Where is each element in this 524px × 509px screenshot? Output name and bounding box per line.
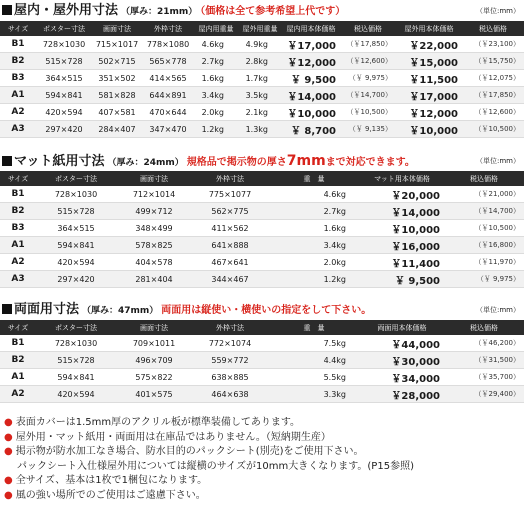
- size-cell: B3: [0, 220, 36, 237]
- table-cell: 641×888: [192, 237, 268, 254]
- table-row: [0, 335, 524, 352]
- table-row: [0, 237, 524, 254]
- table-cell: 715×1017: [92, 36, 142, 53]
- table-cell: 496×709: [116, 352, 192, 369]
- table-cell: ￥17,000: [282, 36, 340, 53]
- table-cell: （￥ 9,135）: [340, 121, 396, 138]
- table-cell: 364×515: [36, 70, 92, 87]
- table-cell: ￥20,000: [360, 186, 444, 203]
- size-cell: B2: [0, 203, 36, 220]
- table-cell: 467×641: [192, 254, 268, 271]
- table-cell: 515×728: [36, 53, 92, 70]
- col-header: 外枠寸法: [192, 320, 268, 335]
- table-cell: 515×728: [36, 203, 116, 220]
- table-cell: 594×841: [36, 237, 116, 254]
- col-header: サイズ: [0, 320, 36, 335]
- table-cell: 581×828: [92, 87, 142, 104]
- table-cell: （￥11,970）: [444, 254, 524, 271]
- table-cell: 351×502: [92, 70, 142, 87]
- table-cell: （￥46,200）: [444, 335, 524, 352]
- table-cell: 2.1kg: [238, 104, 282, 121]
- table-cell: 565×778: [142, 53, 194, 70]
- table-cell: 2.7kg: [268, 203, 360, 220]
- table-cell: （￥17,850）: [340, 36, 396, 53]
- table-cell: 1.7kg: [238, 70, 282, 87]
- section-header: [0, 1, 524, 21]
- table-row: [0, 203, 524, 220]
- table-cell: （￥ 9,975）: [340, 70, 396, 87]
- table-cell: 2.7kg: [194, 53, 238, 70]
- table-header-row: [0, 21, 524, 36]
- table-row: [0, 36, 524, 53]
- table-cell: 7.5kg: [268, 335, 360, 352]
- table-cell: 411×562: [192, 220, 268, 237]
- table-cell: ￥17,000: [396, 87, 462, 104]
- table-cell: 728×1030: [36, 36, 92, 53]
- table-cell: ￥ 9,500: [360, 271, 444, 288]
- table-cell: 4.6kg: [194, 36, 238, 53]
- table-cell: 638×885: [192, 369, 268, 386]
- table-cell: ￥12,000: [396, 104, 462, 121]
- table-cell: 578×825: [116, 237, 192, 254]
- table-cell: （￥31,500）: [444, 352, 524, 369]
- col-header: ポスター寸法: [36, 320, 116, 335]
- note-text: パックシート入仕様屋外用については縦横のサイズが10mm大きくなります。(P15参照): [17, 460, 414, 472]
- title-text: 屋内・屋外用寸法: [14, 3, 119, 18]
- size-cell: A2: [0, 254, 36, 271]
- red-bullet-icon: ●: [4, 417, 13, 428]
- thickness-label: （厚み：47mm）: [82, 306, 159, 316]
- thickness-label: （厚み：21mm）: [121, 7, 198, 17]
- note-item: [4, 416, 520, 431]
- size-table: [0, 320, 524, 403]
- table-cell: （￥12,075）: [462, 70, 524, 87]
- table-cell: （￥16,800）: [444, 237, 524, 254]
- col-header: ポスター寸法: [36, 171, 116, 186]
- square-bullet-icon: [2, 156, 12, 166]
- col-header: 屋外用重量: [238, 21, 282, 36]
- note-item: [4, 445, 520, 460]
- table-cell: （￥23,100）: [462, 36, 524, 53]
- table-cell: 348×499: [116, 220, 192, 237]
- thickness-label: （厚み：24mm）: [107, 158, 184, 168]
- size-cell: B1: [0, 186, 36, 203]
- col-header: ポスター寸法: [36, 21, 92, 36]
- table-cell: 644×891: [142, 87, 194, 104]
- table-cell: ￥16,000: [360, 237, 444, 254]
- size-cell: A2: [0, 104, 36, 121]
- table-cell: 284×407: [92, 121, 142, 138]
- notes-list: [4, 416, 520, 503]
- col-header: 税込価格: [462, 21, 524, 36]
- col-header: マット用本体価格: [360, 171, 444, 186]
- table-cell: ￥10,000: [360, 220, 444, 237]
- size-cell: B3: [0, 70, 36, 87]
- table-cell: ￥10,000: [282, 104, 340, 121]
- table-cell: ￥14,000: [282, 87, 340, 104]
- size-cell: B1: [0, 36, 36, 53]
- col-header: 画面寸法: [92, 21, 142, 36]
- col-header: 外枠寸法: [192, 171, 268, 186]
- table-cell: （￥ 9,975）: [444, 271, 524, 288]
- red-bullet-icon: ●: [4, 431, 13, 443]
- table-cell: 420×594: [36, 254, 116, 271]
- table-row: [0, 352, 524, 369]
- table-cell: 502×715: [92, 53, 142, 70]
- section-double-sided: [0, 300, 524, 403]
- table-row: [0, 121, 524, 138]
- col-header: 両面用本体価格: [360, 320, 444, 335]
- col-header: 外枠寸法: [142, 21, 194, 36]
- table-cell: 420×594: [36, 386, 116, 403]
- size-cell: A3: [0, 271, 36, 288]
- table-row: [0, 53, 524, 70]
- square-bullet-icon: [2, 304, 12, 314]
- thickness-note-a: 規格品で掲示物の厚さ: [186, 157, 287, 168]
- size-cell: A1: [0, 237, 36, 254]
- table-cell: 364×515: [36, 220, 116, 237]
- table-cell: 1.2kg: [194, 121, 238, 138]
- size-cell: B2: [0, 352, 36, 369]
- table-row: [0, 386, 524, 403]
- table-cell: ￥30,000: [360, 352, 444, 369]
- table-cell: 347×470: [142, 121, 194, 138]
- table-cell: 4.6kg: [268, 186, 360, 203]
- table-row: [0, 104, 524, 121]
- table-cell: 414×565: [142, 70, 194, 87]
- table-cell: ￥ 9,500: [282, 70, 340, 87]
- title-text: 両面用寸法: [14, 302, 80, 317]
- table-row: [0, 220, 524, 237]
- size-cell: B1: [0, 335, 36, 352]
- table-cell: ￥44,000: [360, 335, 444, 352]
- note-text: 屋外用・マット紙用・両面用は在庫品ではありません。（短納期生産）: [15, 431, 331, 443]
- table-cell: 778×1080: [142, 36, 194, 53]
- table-cell: ￥11,500: [396, 70, 462, 87]
- size-cell: B2: [0, 53, 36, 70]
- table-cell: 5.5kg: [268, 369, 360, 386]
- col-header: 重 量: [268, 171, 360, 186]
- table-cell: 297×420: [36, 121, 92, 138]
- table-cell: 709×1011: [116, 335, 192, 352]
- red-bullet-icon: ●: [4, 446, 13, 457]
- table-cell: 344×467: [192, 271, 268, 288]
- title-text: マット紙用寸法: [14, 154, 105, 169]
- table-cell: 3.3kg: [268, 386, 360, 403]
- section-title: [2, 300, 371, 321]
- table-cell: 2.0kg: [268, 254, 360, 271]
- thickness-note: [186, 153, 415, 169]
- col-header: 屋外用本体価格: [396, 21, 462, 36]
- table-cell: ￥28,000: [360, 386, 444, 403]
- col-header: サイズ: [0, 21, 36, 36]
- table-cell: 1.6kg: [194, 70, 238, 87]
- table-cell: ￥10,000: [396, 121, 462, 138]
- table-cell: ￥22,000: [396, 36, 462, 53]
- table-cell: ￥34,000: [360, 369, 444, 386]
- table-cell: 4.9kg: [238, 36, 282, 53]
- table-cell: 470×644: [142, 104, 194, 121]
- note-text: 風の強い場所でのご使用はご遠慮下さい。: [15, 489, 206, 501]
- table-cell: 594×841: [36, 369, 116, 386]
- size-table: [0, 171, 524, 288]
- size-cell: A1: [0, 87, 36, 104]
- unit-label: （単位:mm）: [476, 157, 520, 165]
- table-cell: （￥10,500）: [444, 220, 524, 237]
- unit-label: （単位:mm）: [476, 7, 520, 15]
- section-title: [2, 151, 415, 173]
- table-cell: 407×581: [92, 104, 142, 121]
- orientation-note: 両面用は縦使い・横使いの指定をして下さい。: [161, 305, 372, 316]
- table-header-row: [0, 320, 524, 335]
- note-item: [4, 431, 520, 446]
- section-indoor-outdoor: [0, 1, 524, 138]
- col-header: 税込価格: [444, 320, 524, 335]
- col-header: 屋内用重量: [194, 21, 238, 36]
- table-cell: 559×772: [192, 352, 268, 369]
- size-cell: A3: [0, 121, 36, 138]
- table-cell: 772×1074: [192, 335, 268, 352]
- table-cell: 728×1030: [36, 186, 116, 203]
- col-header: 税込価格: [444, 171, 524, 186]
- table-cell: （￥35,700）: [444, 369, 524, 386]
- table-row: [0, 271, 524, 288]
- table-cell: 2.0kg: [194, 104, 238, 121]
- section-title: [2, 1, 345, 22]
- col-header: 画面寸法: [116, 171, 192, 186]
- size-table: [0, 21, 524, 138]
- table-row: [0, 254, 524, 271]
- note-text: 表面カバーは1.5mm厚のアクリル板が標準装備してあります。: [15, 417, 301, 428]
- table-cell: 404×578: [116, 254, 192, 271]
- red-bullet-icon: ●: [4, 489, 13, 501]
- table-cell: 420×594: [36, 104, 92, 121]
- red-bullet-icon: ●: [4, 475, 13, 486]
- thickness-note-value: 7mm: [286, 153, 326, 169]
- table-cell: 464×638: [192, 386, 268, 403]
- table-cell: ￥15,000: [396, 53, 462, 70]
- table-cell: 575×822: [116, 369, 192, 386]
- table-cell: 712×1014: [116, 186, 192, 203]
- table-cell: （￥12,600）: [340, 53, 396, 70]
- table-cell: （￥17,850）: [462, 87, 524, 104]
- table-cell: 2.8kg: [238, 53, 282, 70]
- table-header-row: [0, 171, 524, 186]
- size-cell: A1: [0, 369, 36, 386]
- table-cell: （￥15,750）: [462, 53, 524, 70]
- section-header: [0, 151, 524, 171]
- col-header: サイズ: [0, 171, 36, 186]
- table-row: [0, 70, 524, 87]
- table-cell: 728×1030: [36, 335, 116, 352]
- table-cell: （￥10,500）: [340, 104, 396, 121]
- table-cell: ￥11,400: [360, 254, 444, 271]
- table-cell: 297×420: [36, 271, 116, 288]
- table-cell: ￥12,000: [282, 53, 340, 70]
- table-cell: ￥14,000: [360, 203, 444, 220]
- table-cell: 562×775: [192, 203, 268, 220]
- thickness-note-b: まで対応できます。: [325, 157, 415, 168]
- table-cell: （￥10,500）: [462, 121, 524, 138]
- note-text: 掲示物が防水加工なき場合、防水目的のパックシート(別売)をご使用下さい。: [15, 446, 364, 457]
- note-text: 全サイズ、基本は1枚で1梱包になります。: [15, 475, 208, 486]
- unit-label: （単位:mm）: [476, 306, 520, 314]
- table-cell: 594×841: [36, 87, 92, 104]
- table-cell: （￥12,600）: [462, 104, 524, 121]
- table-cell: 401×575: [116, 386, 192, 403]
- table-cell: 1.2kg: [268, 271, 360, 288]
- square-bullet-icon: [2, 5, 12, 15]
- note-item: [4, 460, 520, 475]
- section-header: [0, 300, 524, 320]
- table-cell: 3.4kg: [268, 237, 360, 254]
- col-header: 画面寸法: [116, 320, 192, 335]
- table-row: [0, 369, 524, 386]
- table-cell: 3.4kg: [194, 87, 238, 104]
- table-row: [0, 186, 524, 203]
- col-header: 税込価格: [340, 21, 396, 36]
- table-cell: 515×728: [36, 352, 116, 369]
- table-cell: 499×712: [116, 203, 192, 220]
- table-cell: 3.5kg: [238, 87, 282, 104]
- table-cell: （￥14,700）: [444, 203, 524, 220]
- price-note: （価格は全て参考希望上代です）: [200, 6, 346, 17]
- section-matte-paper: [0, 151, 524, 288]
- note-item: [4, 489, 520, 504]
- table-cell: 1.3kg: [238, 121, 282, 138]
- col-header: 重 量: [268, 320, 360, 335]
- col-header: 屋内用本体価格: [282, 21, 340, 36]
- table-cell: （￥29,400）: [444, 386, 524, 403]
- table-cell: 775×1077: [192, 186, 268, 203]
- table-cell: 4.4kg: [268, 352, 360, 369]
- size-cell: A2: [0, 386, 36, 403]
- note-item: [4, 474, 520, 489]
- table-row: [0, 87, 524, 104]
- table-cell: ￥ 8,700: [282, 121, 340, 138]
- table-cell: （￥14,700）: [340, 87, 396, 104]
- table-cell: 281×404: [116, 271, 192, 288]
- table-cell: （￥21,000）: [444, 186, 524, 203]
- table-cell: 1.6kg: [268, 220, 360, 237]
